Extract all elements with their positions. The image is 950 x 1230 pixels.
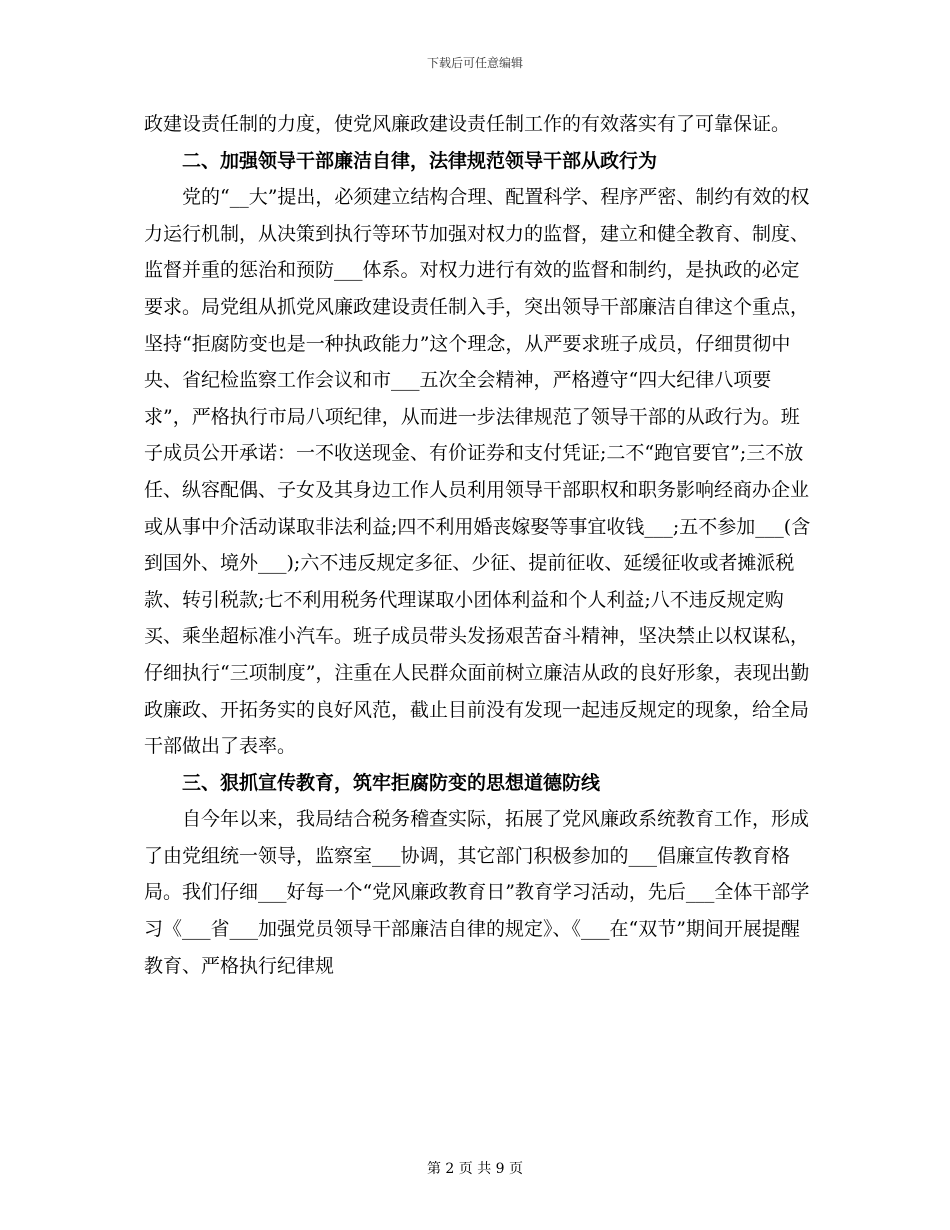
page-header: 下载后可任意编辑 bbox=[426, 56, 523, 70]
paragraph-section-2: 党的“__大”提出，必须建立结构合理、配置科学、程序严密、制约有效的权力运行机制，从决策到执行等环节加强对权力的监督，建立和健全教育、制度、监督并重的惩治和预防___体系。对权力进行有效的监督和制约，是执政的必定要求。局党组从抓党风廉政建设责任制入手，突出领导干部廉洁自律这个重点，坚持“拒腐防变也是一种执政能力”这个理念，从严要求班子成员，仔细贯彻中央、省纪检监察工作会议和市___五次全会精神，严格遵守“四大纪律八项要求”，严格执行市局八项纪律，从而进一步法律规范了领导干部的从政行为。班子成员公开承诺：一不收送现金、有价证券和支付凭证;二不“跑官要官”;三不放任、纵容配偶、子女及其身边工作人员利用领导干部职权和职务影响经商办企业或从事中介活动谋取非法利益;四不利用婚丧嫁娶等事宜收钱___;五不参加___(含到国外、境外___);六不违反规定多征、少征、提前征收、延缓征收或者摊派税款、转引税款;七不利用税务代理谋取小团体利益和个人利益;八不违反规定购买、乘坐超标准小汽车。班子成员带头发扬艰苦奋斗精神，坚决禁止以权谋私，仔细执行“三项制度”，注重在人民群众面前树立廉洁从政的良好形象，表现出勤政廉政、开拓务实的良好风范，截止目前没有发现一起违反规定的现象，给全局干部做出了表率。 bbox=[144, 186, 811, 758]
paragraph-continued: 政建设责任制的力度，使党风廉政建设责任制工作的有效落实有了可靠保证。 bbox=[144, 113, 791, 135]
page-footer: 第 2 页 共 9 页 bbox=[426, 1161, 524, 1177]
paragraph-section-3: 自今年以来，我局结合税务稽查实际，拓展了党风廉政系统教育工作，形成了由党组统一领导，监察室___协调，其它部门积极参加的___倡廉宣传教育格局。我们仔细___好每一个“党风廉政教育日”教育学习活动，先后___全体干部学习《___省___加强党员领导干部廉洁自律的规定》、《___在“双节”期间开展提醒教育、严格执行纪律规 bbox=[144, 808, 810, 977]
section-heading-3: 三、狠抓宣传教育，筑牢拒腐防变的思想道德防线 bbox=[182, 771, 601, 794]
section-heading-2: 二、加强领导干部廉洁自律，法律规范领导干部从政行为 bbox=[182, 149, 658, 172]
document-body bbox=[144, 106, 812, 984]
